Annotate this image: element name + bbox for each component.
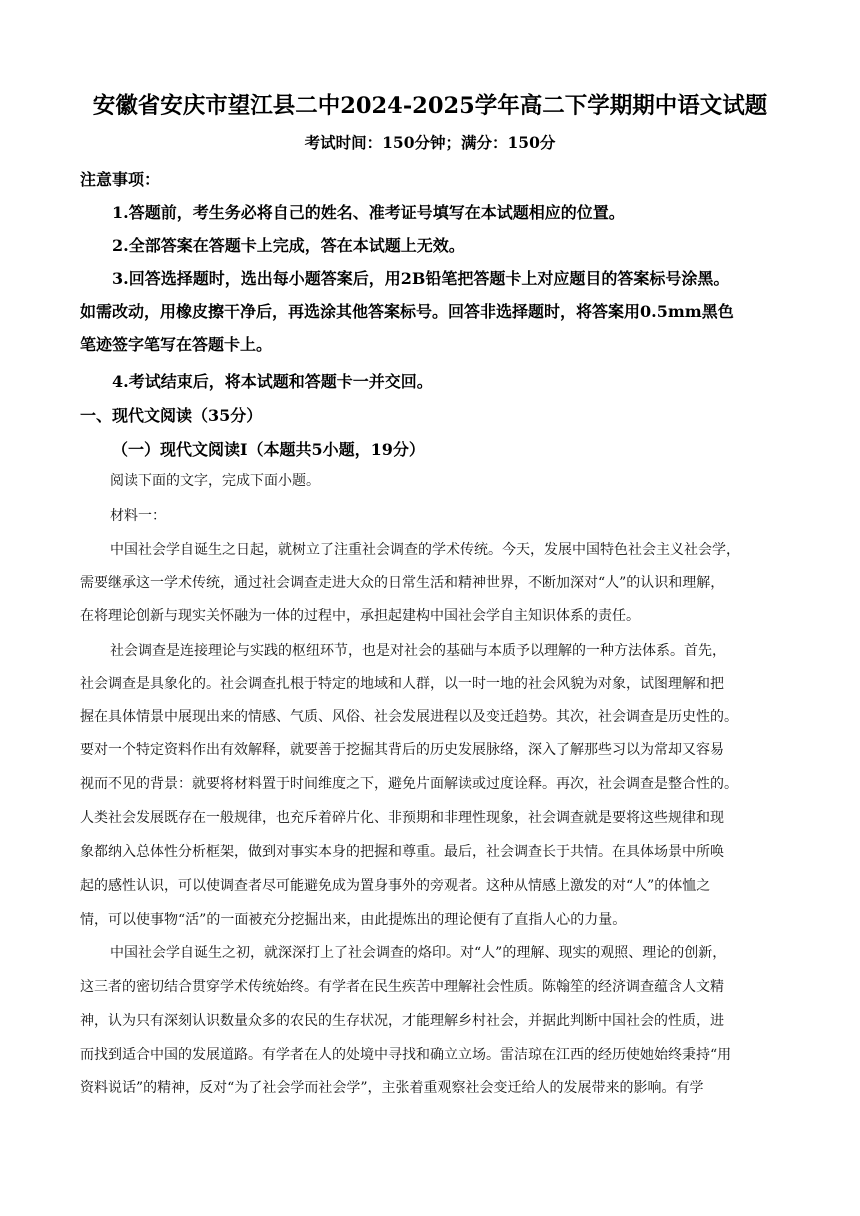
notice-item: 1.答题前，考生务必将自己的姓名、准考证号填写在本试题相应的位置。 <box>112 203 625 222</box>
paragraph-line: 要对一个特定资料作出有效解释，就要善于挖掘其背后的历史发展脉络，深入了解那些习以为常却又容易 <box>80 742 724 758</box>
exam-time-score: 考试时间：150分钟；满分：150分 <box>304 133 556 152</box>
paragraph-line: 情，可以使事物“活”的一面被充分挖掘出来，由此提炼出的理论便有了直指人心的力量。 <box>80 912 627 928</box>
paragraph-line: 中国社会学自诞生之初，就深深打上了社会调查的烙印。对“人”的理解、现实的观照、理论的创新， <box>110 945 727 961</box>
notice-item: 笔迹签字笔写在答题卡上。 <box>80 335 273 354</box>
section-heading: 一、现代文阅读（35分） <box>80 406 263 425</box>
paragraph-line: 而找到适合中国的发展道路。有学者在人的处境中寻找和确立立场。雷洁琼在江西的经历使她始终秉持“用 <box>80 1047 732 1063</box>
paragraph-line: 社会调查是具象化的。社会调查扎根于特定的地域和人群，以一时一地的社会风貌为对象，试图理解和把 <box>80 676 724 692</box>
notice-heading: 注意事项： <box>80 170 161 189</box>
paragraph-line: 神，认为只有深刻认识数量众多的农民的生存状况，才能理解乡村社会，并据此判断中国社会的性质，进 <box>80 1013 724 1029</box>
notice-item: 4.考试结束后，将本试题和答题卡一并交回。 <box>112 372 433 391</box>
paragraph-line: 这三者的密切结合贯穿学术传统始终。有学者在民生疾苦中理解社会性质。陈翰笙的经济调查蕴含人文精 <box>80 979 724 995</box>
subsection-heading: （一）现代文阅读Ⅰ（本题共5小题，19分） <box>112 440 425 459</box>
paragraph-line: 在将理论创新与现实关怀融为一体的过程中，承担起建构中国社会学自主知识体系的责任。 <box>80 608 640 624</box>
exam-title: 安徽省安庆市望江县二中2024-2025学年高二下学期期中语文试题 <box>92 93 768 119</box>
material-label: 材料一： <box>110 508 166 524</box>
paragraph-line: 资料说话”的精神，反对“为了社会学而社会学”，主张着重观察社会变迁给人的发展带来的影响。有学 <box>80 1080 704 1096</box>
paragraph-line: 视而不见的背景：就要将材料置于时间维度之下，避免片面解读或过度诠释。再次，社会调查是整合性的。 <box>80 776 738 792</box>
paragraph-line: 需要继承这一学术传统，通过社会调查走进大众的日常生活和精神世界，不断加深对“人”的认识和理解， <box>80 575 725 591</box>
reading-instruction: 阅读下面的文字，完成下面小题。 <box>110 473 320 489</box>
notice-item: 3.回答选择题时，选出每小题答案后，用2B铅笔把答题卡上对应题目的答案标号涂黑。 <box>112 269 730 288</box>
paragraph-line: 社会调查是连接理论与实践的枢纽环节，也是对社会的基础与本质予以理解的一种方法体系。首先， <box>110 643 726 659</box>
notice-item: 2.全部答案在答题卡上完成，答在本试题上无效。 <box>112 236 465 255</box>
paragraph-line: 象都纳入总体性分析框架，做到对事实本身的把握和尊重。最后，社会调查长于共情。在具体场景中所唤 <box>80 844 724 860</box>
paragraph-line: 中国社会学自诞生之日起，就树立了注重社会调查的学术传统。今天，发展中国特色社会主义社会学， <box>110 542 740 558</box>
paragraph-line: 起的感性认识，可以使调查者尽可能避免成为置身事外的旁观者。这种从情感上激发的对“人”的体恤之 <box>80 878 711 894</box>
paragraph-line: 握在具体情景中展现出来的情感、气质、风俗、社会发展进程以及变迁趋势。其次，社会调查是历史性的。 <box>80 709 738 725</box>
notice-item: 如需改动，用橡皮擦干净后，再选涂其他答案标号。回答非选择题时，将答案用0.5mm黑色 <box>80 302 734 321</box>
paragraph-line: 人类社会发展既存在一般规律，也充斥着碎片化、非预期和非理性现象，社会调查就是要将这些规律和现 <box>80 810 724 826</box>
